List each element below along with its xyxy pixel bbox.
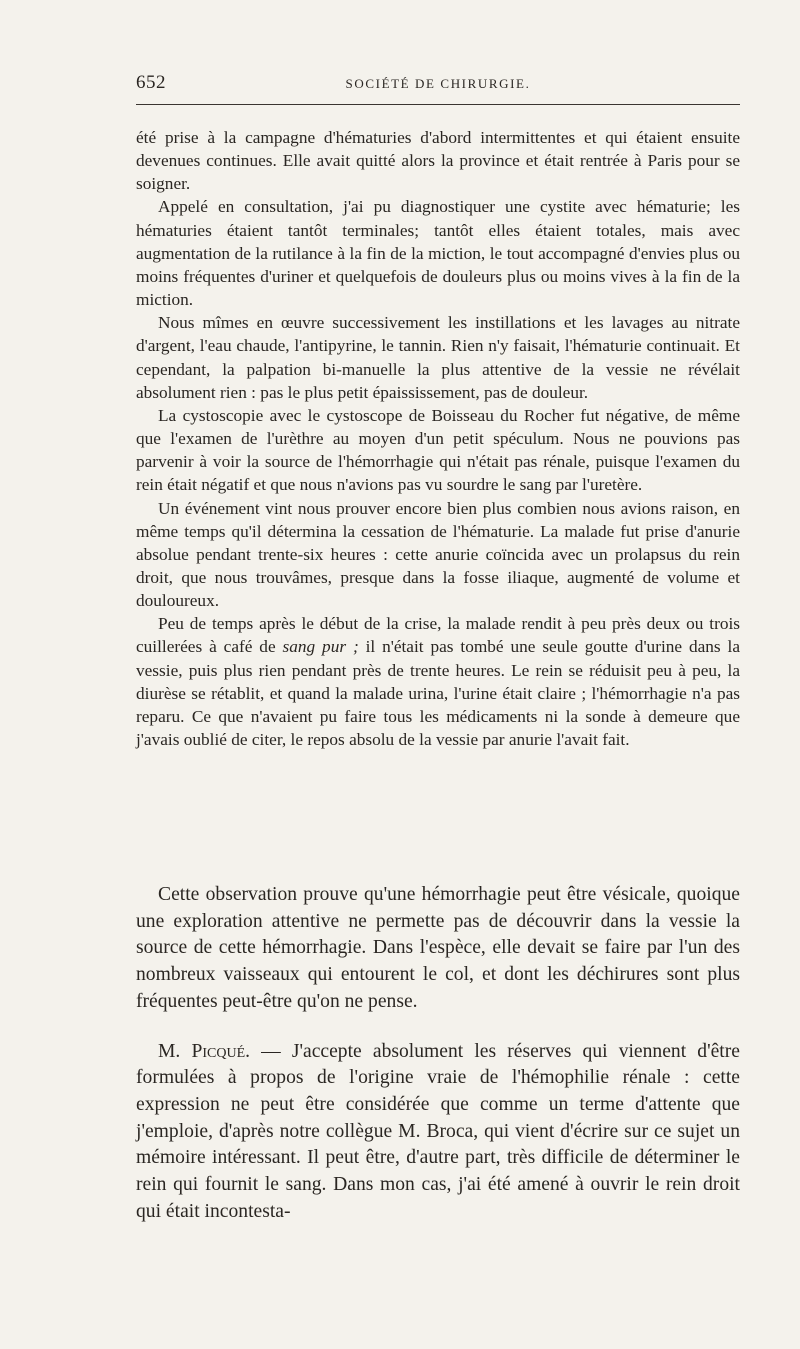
paragraph-continuation: été prise à la campagne d'hématuries d'abord intermittentes et qui étaient ensuite devenues continues. Elle avait quitté alors la province et était rentrée à Paris pour se soigner. [136, 128, 740, 194]
paragraph-cystoscopy: La cystoscopie avec le cystoscope de Boisseau du Rocher fut négative, de même que l'examen de l'urèthre au moyen d'un petit spéculum. Nous ne pouvions pas parvenir à voir la source de l'hémorrhagie qui n'était pas rénale, puisque l'examen du rein était négatif et que nous n'avions pas vu sourdre le sang par l'uretère. [136, 405, 740, 495]
small-print-section [136, 126, 740, 751]
paragraph-treatment: Nous mîmes en œuvre successivement les instillations et les lavages au nitrate d'argent, l'eau chaude, l'antipyrine, le tannin. Rien n'y faisait, l'hématurie continuait. Et cependant, la palpation bi-manuelle la plus attentive de la vessie ne révélait absolument rien : pas le plus petit épaississement, pas de douleur. [136, 313, 740, 402]
paragraph-event: Un événement vint nous prouver encore bien plus combien nous avions raison, en même temps qu'il détermina la cessation de l'hématurie. La malade fut prise d'anurie absolue pendant trente-six heures : cette anurie coïncida avec un prolapsus du rein droit, que nous trouvâmes, presque dans la fosse iliaque, augmenté de volume et douloureux. [136, 498, 740, 611]
paragraph-consultation: Appelé en consultation, j'ai pu diagnostiquer une cystite avec hématurie; les hématuries étaient tantôt terminales; tantôt elles étaient totales, mais avec augmentation de la rutilance à la fin de la miction, le tout accompagné d'envies plus ou moins fréquentes d'uriner et quelquefois de douleurs plus ou moins vives à la fin de la miction. [136, 197, 740, 310]
crisis-text-start: Peu de temps après le début de la crise, la malade rendit à peu près deux ou trois cuillerées à café de [136, 614, 740, 657]
italic-phrase: sang pur ; [282, 637, 359, 657]
paragraph-conclusion: Cette observation prouve qu'une hémorrhagie peut être vésicale, quoique une exploration attentive ne permette pas de découvrir dans la vessie la source de cette hémorrhagie. Dans l'espèce, elle devait se faire par l'un des nombreux vaisseaux qui entourent le col, et dont les déchirures sont plus fréquentes peut-être qu'on ne pense. [136, 884, 740, 1012]
paragraph-crisis [136, 612, 740, 751]
page-number: 652 [136, 72, 166, 93]
main-text-section [136, 882, 740, 1225]
header-rule [136, 104, 740, 105]
running-title: SOCIÉTÉ DE CHIRURGIE. [345, 76, 531, 91]
page-header [136, 72, 740, 98]
speaker-name: M. Picqué. [158, 1040, 251, 1062]
picque-remarks: — J'accepte absolument les réserves qui viennent d'être formulées à propos de l'origine vraie de l'hémophilie rénale : cette expression ne peut être considérée que comme un terme d'attente que j'emploie, d'après notre collègue M. Broca, qui vient d'écrire sur ce sujet un mémoire intéressant. Il peut être, d'autre part, très difficile de déterminer le rein qui fournit le sang. Dans mon cas, j'ai été amené à ouvrir le rein droit qui était incontesta- [136, 1040, 740, 1222]
paragraph-picque [136, 1039, 740, 1226]
crisis-text-end: il n'était pas tombé une seule goutte d'urine dans la vessie, puis plus rien pendant près de trente heures. Le rein se réduisit peu à peu, la diurèse se rétablit, et quand la malade urina, l'urine était claire ; l'hémorrhagie n'a pas reparu. Ce que n'avaient pu faire tous les médicaments ni la sonde à demeure que j'avais oublié de citer, le repos absolu de la vessie par anurie l'avait fait. [136, 637, 740, 750]
